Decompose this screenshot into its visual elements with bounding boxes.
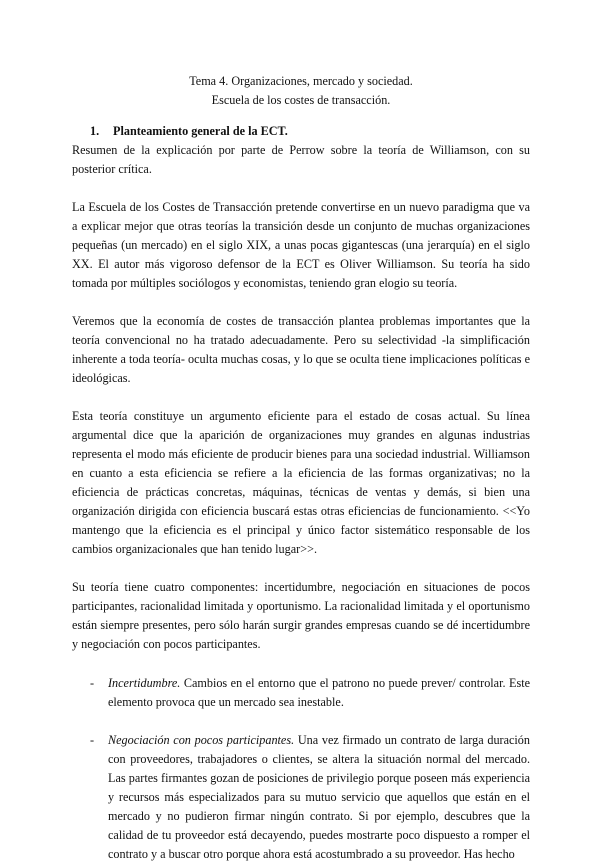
- document-page: [72, 72, 530, 864]
- list-item: [90, 674, 530, 712]
- list-item-text: Cambios en el entorno que el patrono no puede prever/ controlar. Este elemento provoca que un mercado sea inestable.: [108, 676, 530, 709]
- list-item-term: Incertidumbre.: [108, 676, 181, 690]
- paragraph: Su teoría tiene cuatro componentes: incertidumbre, negociación en situaciones de pocos participantes, racionalidad limitada y oportunismo. La racionalidad limitada y el oportunismo están siempre presentes, pero sólo harán surgir grandes empresas cuando se dé incertidumbre y negociación con pocos participantes.: [72, 580, 530, 651]
- list-item-text: Una vez firmado un contrato de larga duración con proveedores, trabajadores o clientes, se altera la situación normal del mercado. Las partes firmantes gozan de posiciones de privilegio porque poseen más experiencia y recursos más especializados para su mutuo servicio que aquellos que están en el mercado y no pudieron firmar ningún contrato. Si por ejemplo, descubres que la calidad de tu proveedor está decayendo, puedes mostrarte poco dispuesto a romper el contrato y a buscar otro porque ahora está acostumbrado a su proveedor. Has hecho: [108, 733, 530, 861]
- document-title-line-1: Tema 4. Organizaciones, mercado y sociedad.: [189, 74, 413, 88]
- list-bullet: -: [90, 676, 95, 690]
- paragraph: Esta teoría constituye un argumento eficiente para el estado de cosas actual. Su línea argumental dice que la aparición de organizaciones muy grandes en algunas industrias representa el modo más eficiente de producir bienes para una sociedad industrial. Williamson en cuanto a esta eficiencia se refiere a la eficiencia de las formas organizativas; no la eficiencia de prácticas concretas, máquinas, técnicas de ventas y demás, si bien una organización dirigida con eficiencia buscará estas otras eficiencias de funcionamiento. <<Yo mantengo que la eficiencia es el principal y único factor sistemático responsable de los cambios organizacionales que han tenido lugar>>.: [72, 409, 530, 556]
- list-item-term: Negociación con pocos participantes.: [108, 733, 295, 747]
- list-bullet: -: [90, 733, 95, 747]
- section-title: Planteamiento general de la ECT.: [113, 124, 288, 138]
- paragraph: La Escuela de los Costes de Transacción pretende convertirse en un nuevo paradigma que va a explicar mejor que otras teorías la transición desde un conjunto de muchas organizaciones pequeñas (un mercado) en el siglo XIX, a unas pocas gigantescas (una jerarquía) en el siglo XX. El autor más vigoroso defensor de la ECT es Oliver Williamson. Su teoría ha sido tomada por múltiples sociólogos y economistas, teniendo gran elogio su teoría.: [72, 200, 530, 290]
- document-title-line-2: Escuela de los costes de transacción.: [211, 93, 391, 107]
- section-heading: [72, 122, 530, 141]
- paragraph: Veremos que la economía de costes de transacción plantea problemas importantes que la teoría convencional no ha tratado adecuadamente. Pero su selectividad -la simplificación inherente a toda teoría- oculta muchas cosas, y lo que se oculta tiene implicaciones políticas e ideológicas.: [72, 314, 530, 385]
- list-item: [90, 731, 530, 864]
- paragraph: Resumen de la explicación por parte de Perrow sobre la teoría de Williamson, con su posterior crítica.: [72, 143, 530, 176]
- section-number: 1.: [90, 124, 100, 138]
- component-list: [72, 674, 530, 864]
